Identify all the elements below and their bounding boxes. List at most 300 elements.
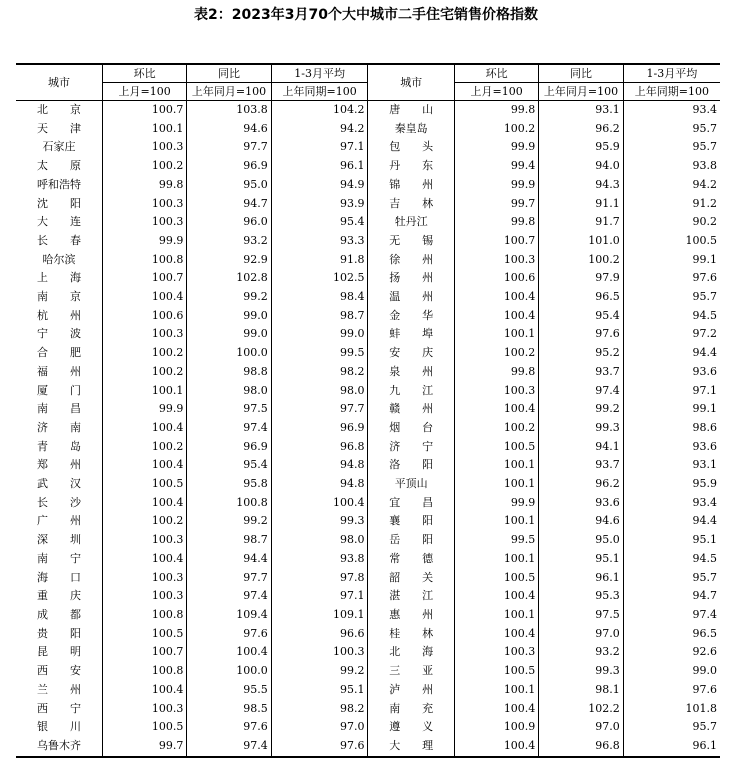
avg-value-right: 93.8 [623,157,720,176]
mom-value-left: 100.4 [102,494,186,513]
mom-value-left: 99.7 [102,737,186,757]
table-body [16,101,720,757]
mom-value-left: 100.7 [102,101,186,120]
avg-value-left: 102.5 [271,269,368,288]
table-row [16,195,720,214]
yoy-value-left: 100.0 [187,662,271,681]
mom-value-left: 100.2 [102,344,186,363]
avg-value-right: 95.9 [623,475,720,494]
mom-value-right: 99.8 [454,101,538,120]
city-name-left: 哈尔滨 [42,252,76,266]
yoy-value-left: 97.7 [187,569,271,588]
avg-value-left: 95.1 [271,681,368,700]
avg-value-left: 94.8 [271,456,368,475]
city-name-right: 唐 山 [368,101,454,120]
mom-value-left: 100.8 [102,662,186,681]
table-row [16,494,720,513]
header-avg-base-right: 上年同期=100 [623,83,720,101]
yoy-value-right: 96.2 [539,120,623,139]
mom-value-right: 100.3 [454,382,538,401]
table-row [16,718,720,737]
avg-value-right: 93.4 [623,494,720,513]
avg-value-left: 98.4 [271,288,368,307]
city-name-left: 昆 明 [36,645,81,659]
mom-value-left: 100.4 [102,288,186,307]
mom-value-left: 99.9 [102,232,186,251]
mom-value-right: 100.1 [454,550,538,569]
avg-value-left: 94.9 [271,176,368,195]
table-row [16,288,720,307]
table-row [16,737,720,757]
mom-value-left: 100.5 [102,625,186,644]
mom-value-left: 100.7 [102,643,186,662]
city-name-right: 济 宁 [368,438,454,457]
city-name-left: 长 沙 [36,495,81,509]
mom-value-right: 99.5 [454,531,538,550]
yoy-value-left: 109.4 [187,606,271,625]
table-row [16,400,720,419]
yoy-value-left: 102.8 [187,269,271,288]
city-name-left: 太 原 [36,159,81,173]
avg-value-left: 98.0 [271,382,368,401]
yoy-value-left: 96.0 [187,213,271,232]
yoy-value-right: 93.7 [539,456,623,475]
yoy-value-left: 93.2 [187,232,271,251]
city-name-right: 南 充 [368,700,454,719]
avg-value-left: 99.2 [271,662,368,681]
mom-value-right: 99.7 [454,195,538,214]
mom-value-left: 100.3 [102,195,186,214]
avg-value-right: 94.5 [623,550,720,569]
mom-value-left: 99.9 [102,400,186,419]
avg-value-right: 93.4 [623,101,720,120]
table-row [16,269,720,288]
yoy-value-left: 95.0 [187,176,271,195]
mom-value-right: 100.2 [454,419,538,438]
avg-value-right: 95.7 [623,138,720,157]
mom-value-right: 100.1 [454,681,538,700]
city-name-left: 武 汉 [36,477,81,491]
yoy-value-right: 97.0 [539,718,623,737]
city-name-left: 天 津 [36,121,81,135]
avg-value-right: 95.1 [623,531,720,550]
avg-value-left: 99.5 [271,344,368,363]
avg-value-right: 93.6 [623,363,720,382]
yoy-value-right: 97.9 [539,269,623,288]
table-row [16,419,720,438]
avg-value-left: 98.2 [271,700,368,719]
city-name-right: 烟 台 [368,419,454,438]
yoy-value-right: 95.3 [539,587,623,606]
header-mom-right: 环比 [454,64,538,83]
mom-value-right: 100.3 [454,643,538,662]
avg-value-left: 97.6 [271,737,368,757]
yoy-value-right: 97.6 [539,325,623,344]
avg-value-right: 99.1 [623,251,720,270]
city-name-left: 郑 州 [36,458,81,472]
header-avg-base-left: 上年同期=100 [271,83,368,101]
avg-value-right: 99.0 [623,662,720,681]
city-name-right: 襄 阳 [368,512,454,531]
city-name-left: 北 京 [36,103,81,116]
mom-value-left: 100.2 [102,512,186,531]
avg-value-right: 92.6 [623,643,720,662]
mom-value-left: 100.7 [102,269,186,288]
mom-value-left: 100.8 [102,606,186,625]
city-name-left: 呼和浩特 [36,177,81,191]
mom-value-left: 100.4 [102,550,186,569]
city-name-right: 洛 阳 [368,456,454,475]
city-name-left: 大 连 [36,215,81,229]
avg-value-right: 94.4 [623,512,720,531]
yoy-value-left: 99.0 [187,325,271,344]
table-row [16,344,720,363]
table-row [16,681,720,700]
city-name-right: 无 锡 [368,232,454,251]
table-title: 表2：2023年3月70个大中城市二手住宅销售价格指数 [194,7,538,23]
mom-value-left: 100.5 [102,718,186,737]
yoy-value-right: 96.8 [539,737,623,757]
avg-value-left: 96.1 [271,157,368,176]
table-row [16,363,720,382]
yoy-value-right: 93.6 [539,494,623,513]
city-name-right: 岳 阳 [368,531,454,550]
city-name-right: 徐 州 [368,251,454,270]
city-name-right: 牡丹江 [368,213,454,232]
city-name-right: 平顶山 [368,475,454,494]
yoy-value-right: 94.0 [539,157,623,176]
mom-value-left: 100.4 [102,456,186,475]
mom-value-right: 100.4 [454,400,538,419]
yoy-value-left: 92.9 [187,251,271,270]
table-row [16,662,720,681]
mom-value-right: 99.8 [454,213,538,232]
avg-value-right: 91.2 [623,195,720,214]
mom-value-right: 99.4 [454,157,538,176]
city-name-left: 宁 波 [36,327,81,341]
city-name-right: 秦皇岛 [368,120,454,139]
yoy-value-left: 98.8 [187,363,271,382]
avg-value-right: 99.1 [623,400,720,419]
city-name-left: 西 宁 [36,701,81,715]
city-name-right: 泸 州 [368,681,454,700]
avg-value-left: 99.3 [271,512,368,531]
yoy-value-left: 100.0 [187,344,271,363]
table-row [16,325,720,344]
price-index-table [16,63,720,758]
avg-value-right: 96.5 [623,625,720,644]
city-name-left: 成 都 [36,607,81,621]
yoy-value-left: 97.6 [187,625,271,644]
mom-value-right: 99.9 [454,494,538,513]
city-name-left: 上 海 [36,271,81,285]
yoy-value-left: 94.7 [187,195,271,214]
mom-value-left: 100.2 [102,157,186,176]
city-name-right: 扬 州 [368,269,454,288]
mom-value-left: 100.3 [102,587,186,606]
city-name-right: 北 海 [368,643,454,662]
yoy-value-right: 100.2 [539,251,623,270]
city-name-right: 三 亚 [368,662,454,681]
avg-value-left: 97.7 [271,400,368,419]
city-name-left: 杭 州 [36,308,81,322]
city-name-left: 长 春 [36,233,81,247]
table-row [16,307,720,326]
city-name-right: 吉 林 [368,195,454,214]
table-row [16,550,720,569]
city-name-right: 九 江 [368,382,454,401]
yoy-value-left: 99.2 [187,288,271,307]
avg-value-left: 94.8 [271,475,368,494]
table-row [16,101,720,120]
yoy-value-right: 91.7 [539,213,623,232]
mom-value-right: 99.9 [454,138,538,157]
yoy-value-left: 98.5 [187,700,271,719]
city-name-right: 温 州 [368,288,454,307]
mom-value-left: 100.4 [102,419,186,438]
avg-value-left: 96.8 [271,438,368,457]
avg-value-left: 100.3 [271,643,368,662]
table-row [16,475,720,494]
avg-value-left: 93.8 [271,550,368,569]
table-row [16,531,720,550]
avg-value-right: 94.4 [623,344,720,363]
mom-value-right: 100.4 [454,700,538,719]
avg-value-left: 96.9 [271,419,368,438]
avg-value-right: 97.6 [623,269,720,288]
city-name-right: 蚌 埠 [368,325,454,344]
yoy-value-left: 97.4 [187,419,271,438]
header-mom-base-left: 上月=100 [102,83,186,101]
city-name-left: 沈 阳 [36,196,81,210]
yoy-value-left: 98.7 [187,531,271,550]
yoy-value-left: 95.5 [187,681,271,700]
yoy-value-left: 95.4 [187,456,271,475]
table-row [16,625,720,644]
city-name-left: 乌鲁木齐 [16,737,102,757]
table-row [16,120,720,139]
avg-value-right: 95.7 [623,569,720,588]
yoy-value-left: 96.9 [187,438,271,457]
city-name-right: 常 德 [368,550,454,569]
mom-value-right: 100.1 [454,325,538,344]
city-name-right: 桂 林 [368,625,454,644]
city-name-right: 安 庆 [368,344,454,363]
table-row [16,138,720,157]
avg-value-left: 98.7 [271,307,368,326]
avg-value-left: 95.4 [271,213,368,232]
table-row [16,157,720,176]
city-name-left: 深 圳 [36,533,81,547]
table-row [16,512,720,531]
city-name-left: 贵 阳 [36,626,81,640]
city-name-left: 合 肥 [36,346,81,360]
mom-value-left: 100.3 [102,325,186,344]
avg-value-left: 99.0 [271,325,368,344]
avg-value-left: 109.1 [271,606,368,625]
header-avg-right: 1-3月平均 [623,64,720,83]
yoy-value-right: 94.6 [539,512,623,531]
table-row [16,643,720,662]
yoy-value-right: 93.2 [539,643,623,662]
table-row [16,251,720,270]
yoy-value-right: 93.1 [539,101,623,120]
avg-value-right: 90.2 [623,213,720,232]
city-name-right: 包 头 [368,138,454,157]
avg-value-right: 97.4 [623,606,720,625]
yoy-value-right: 95.1 [539,550,623,569]
table-row [16,569,720,588]
mom-value-right: 99.8 [454,363,538,382]
mom-value-left: 99.8 [102,176,186,195]
city-name-left: 厦 门 [36,383,81,397]
table-row [16,176,720,195]
table-row [16,606,720,625]
avg-value-left: 94.2 [271,120,368,139]
avg-value-left: 97.1 [271,138,368,157]
yoy-value-right: 96.1 [539,569,623,588]
mom-value-right: 100.4 [454,288,538,307]
yoy-value-left: 103.8 [187,101,271,120]
city-name-right: 锦 州 [368,176,454,195]
header-yoy-base-left: 上年同月=100 [187,83,271,101]
yoy-value-right: 95.9 [539,138,623,157]
avg-value-right: 94.7 [623,587,720,606]
city-name-right: 宜 昌 [368,494,454,513]
mom-value-right: 100.1 [454,475,538,494]
avg-value-left: 98.0 [271,531,368,550]
avg-value-left: 96.6 [271,625,368,644]
mom-value-right: 100.1 [454,456,538,475]
mom-value-left: 100.3 [102,531,186,550]
table-row [16,232,720,251]
mom-value-left: 100.1 [102,382,186,401]
avg-value-right: 95.7 [623,288,720,307]
mom-value-left: 100.8 [102,251,186,270]
mom-value-left: 100.1 [102,120,186,139]
avg-value-right: 95.7 [623,718,720,737]
avg-value-left: 93.9 [271,195,368,214]
city-name-right: 惠 州 [368,606,454,625]
city-name-left: 广 州 [36,514,81,528]
mom-value-right: 100.5 [454,662,538,681]
mom-value-right: 100.4 [454,737,538,757]
avg-value-right: 94.5 [623,307,720,326]
yoy-value-left: 99.0 [187,307,271,326]
yoy-value-right: 97.5 [539,606,623,625]
table-row [16,213,720,232]
yoy-value-right: 95.0 [539,531,623,550]
city-name-left: 南 昌 [36,402,81,416]
table-row [16,587,720,606]
yoy-value-left: 97.4 [187,587,271,606]
yoy-value-right: 97.0 [539,625,623,644]
city-name-right: 金 华 [368,307,454,326]
avg-value-left: 97.1 [271,587,368,606]
avg-value-right: 100.5 [623,232,720,251]
avg-value-left: 98.2 [271,363,368,382]
city-name-left: 福 州 [36,364,81,378]
header-yoy-right: 同比 [539,64,623,83]
yoy-value-right: 102.2 [539,700,623,719]
mom-value-left: 100.3 [102,569,186,588]
yoy-value-right: 95.2 [539,344,623,363]
city-name-left: 重 庆 [36,589,81,603]
city-name-left: 西 安 [36,664,81,678]
yoy-value-right: 98.1 [539,681,623,700]
mom-value-left: 100.3 [102,138,186,157]
table-row [16,456,720,475]
mom-value-left: 100.2 [102,438,186,457]
avg-value-left: 100.4 [271,494,368,513]
avg-value-right: 97.1 [623,382,720,401]
mom-value-right: 99.9 [454,176,538,195]
city-name-left: 海 口 [36,570,81,584]
city-name-left: 南 京 [36,290,81,304]
city-name-left: 石家庄 [42,140,76,154]
avg-value-left: 97.0 [271,718,368,737]
table-row [16,700,720,719]
city-name-left: 兰 州 [36,682,81,696]
city-name-left: 青 岛 [36,439,81,453]
yoy-value-left: 97.5 [187,400,271,419]
city-name-right: 丹 东 [368,157,454,176]
avg-value-right: 93.6 [623,438,720,457]
avg-value-left: 104.2 [271,101,368,120]
avg-value-left: 97.8 [271,569,368,588]
mom-value-right: 100.3 [454,251,538,270]
yoy-value-left: 99.2 [187,512,271,531]
mom-value-right: 100.1 [454,512,538,531]
city-name-right: 赣 州 [368,400,454,419]
yoy-value-right: 91.1 [539,195,623,214]
avg-value-right: 93.1 [623,456,720,475]
mom-value-right: 100.5 [454,569,538,588]
city-name-right: 泉 州 [368,363,454,382]
yoy-value-left: 94.6 [187,120,271,139]
avg-value-right: 101.8 [623,700,720,719]
city-name-right: 遵 义 [368,718,454,737]
yoy-value-right: 101.0 [539,232,623,251]
avg-value-right: 97.2 [623,325,720,344]
mom-value-left: 100.5 [102,475,186,494]
yoy-value-left: 97.6 [187,718,271,737]
mom-value-right: 100.2 [454,120,538,139]
mom-value-right: 100.4 [454,587,538,606]
yoy-value-left: 100.8 [187,494,271,513]
yoy-value-right: 96.2 [539,475,623,494]
header-yoy-base-right: 上年同月=100 [539,83,623,101]
header-mom-left: 环比 [102,64,186,83]
avg-value-right: 97.6 [623,681,720,700]
yoy-value-right: 95.4 [539,307,623,326]
avg-value-right: 95.7 [623,120,720,139]
header-avg-left: 1-3月平均 [271,64,368,83]
yoy-value-left: 94.4 [187,550,271,569]
mom-value-right: 100.2 [454,344,538,363]
avg-value-right: 96.1 [623,737,720,757]
yoy-value-right: 94.1 [539,438,623,457]
header-mom-base-right: 上月=100 [454,83,538,101]
yoy-value-left: 100.4 [187,643,271,662]
mom-value-right: 100.5 [454,438,538,457]
city-name-right: 韶 关 [368,569,454,588]
avg-value-left: 93.3 [271,232,368,251]
yoy-value-left: 98.0 [187,382,271,401]
avg-value-right: 94.2 [623,176,720,195]
mom-value-left: 100.4 [102,681,186,700]
yoy-value-left: 97.7 [187,138,271,157]
